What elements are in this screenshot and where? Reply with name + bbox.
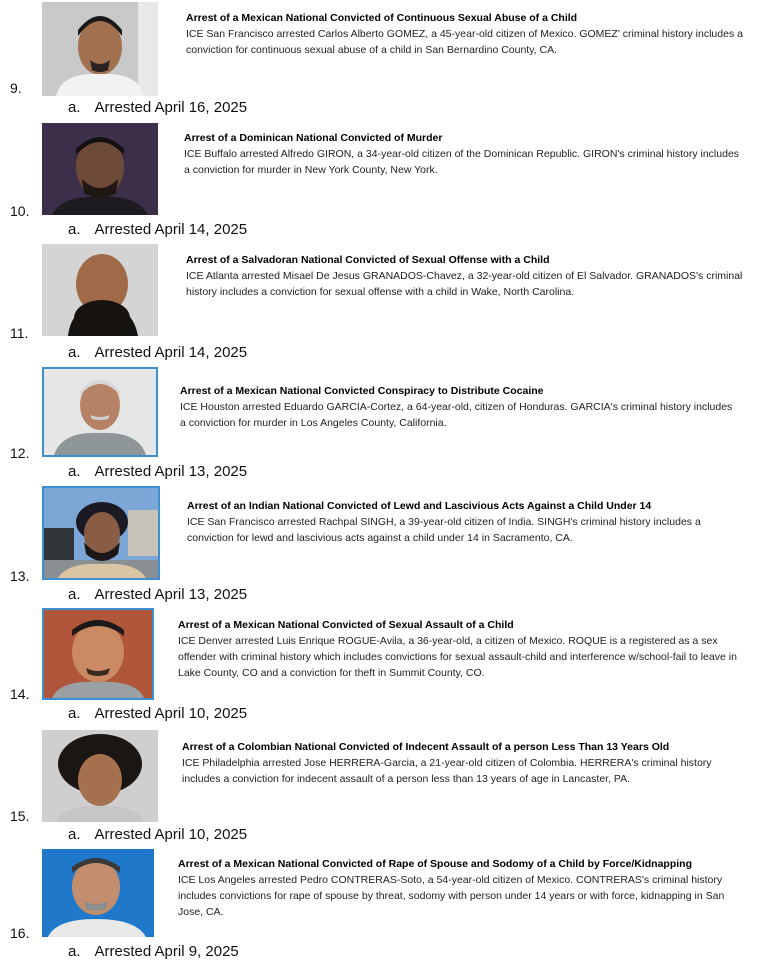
mugshot-image: [42, 2, 158, 96]
entry-body: ICE Houston arrested Eduardo GARCIA-Cortez, a 64-year-old, citizen of Honduras. GARCIA's criminal history includes a conviction for murder in Los Angeles County, California.: [180, 401, 733, 429]
arrest-date: Arrested April 10, 2025: [94, 826, 248, 843]
entry-text: [178, 617, 738, 681]
arrest-date-line: [68, 344, 247, 361]
entry-body: ICE Atlanta arrested Misael De Jesus GRANADOS-Chavez, a 32-year-old citizen of El Salvador. GRANADOS's criminal history includes a conviction for sexual offense with a child in Wake, North Carolina.: [186, 270, 743, 298]
arrest-list-letter: a.: [68, 705, 81, 722]
entry-number: 13.: [10, 568, 30, 584]
entry-body: ICE Denver arrested Luis Enrique ROGUE-Avila, a 36-year-old, a citizen of Mexico. ROQUE is a registered as a sex offender with criminal history which includes convictions for sexual assault-child and interference w/school-fail to leave in Lake County, CO and a conviction for theft in Summit County, CO.: [178, 635, 737, 679]
mugshot-photo: [42, 123, 158, 215]
entry-headline: Arrest of a Dominican National Convicted of Murder: [184, 132, 443, 144]
mugshot-image: [44, 369, 156, 455]
entry-text: [184, 130, 744, 178]
entry-number: 9.: [10, 80, 22, 96]
entry-text: [182, 739, 742, 787]
mugshot-photo: [42, 244, 158, 336]
arrest-date-line: [68, 99, 247, 116]
mugshot-photo: [42, 608, 154, 700]
entry-headline: Arrest of a Mexican National Convicted of Rape of Spouse and Sodomy of a Child by Force/Kidnapping: [178, 858, 692, 870]
entry-number: 12.: [10, 445, 30, 461]
arrest-list-letter: a.: [68, 586, 81, 603]
arrest-date-line: [68, 943, 239, 960]
entry-headline: Arrest of a Mexican National Convicted of Sexual Assault of a Child: [178, 619, 514, 631]
arrest-date: Arrested April 10, 2025: [94, 705, 248, 722]
entry-text: [180, 383, 740, 431]
entry-headline: Arrest of a Mexican National Convicted Conspiracy to Distribute Cocaine: [180, 385, 544, 397]
entry-text: [178, 856, 738, 920]
mugshot-photo: [42, 730, 158, 822]
entry-number: 15.: [10, 808, 30, 824]
entry-headline: Arrest of a Salvadoran National Convicted of Sexual Offense with a Child: [186, 254, 550, 266]
arrest-list-letter: a.: [68, 826, 81, 843]
arrest-date: Arrested April 14, 2025: [94, 221, 248, 238]
mugshot-image: [42, 244, 158, 336]
entry-text: [186, 252, 746, 300]
arrest-date: Arrested April 13, 2025: [94, 463, 248, 480]
arrest-date-line: [68, 705, 247, 722]
mugshot-image: [42, 123, 158, 215]
arrest-date: Arrested April 9, 2025: [94, 943, 239, 960]
entry-body: ICE San Francisco arrested Carlos Alberto GOMEZ, a 45-year-old citizen of Mexico. GOMEZ' criminal history includes a conviction for continuous sexual abuse of a child in San Bernardino County, CA.: [186, 28, 743, 56]
entry-headline: Arrest of an Indian National Convicted of Lewd and Lascivious Acts Against a Child Under 14: [187, 500, 652, 512]
entry-number: 14.: [10, 686, 30, 702]
entry-number: 10.: [10, 203, 30, 219]
mugshot-image: [44, 488, 158, 578]
entry-headline: Arrest of a Colombian National Convicted of Indecent Assault of a person Less Than 13 Years Old: [182, 741, 670, 753]
entry-body: ICE Buffalo arrested Alfredo GIRON, a 34-year-old citizen of the Dominican Republic. GIRON's criminal history includes a conviction for murder in New York County, New York.: [184, 148, 740, 176]
entry-headline: Arrest of a Mexican National Convicted of Continuous Sexual Abuse of a Child: [186, 12, 578, 24]
arrest-list-letter: a.: [68, 344, 81, 361]
arrest-date-line: [68, 221, 247, 238]
arrest-date-line: [68, 463, 247, 480]
entry-number: 16.: [10, 925, 30, 941]
arrest-date: Arrested April 13, 2025: [94, 586, 248, 603]
entry-body: ICE Los Angeles arrested Pedro CONTRERAS-Soto, a 54-year-old citizen of Mexico. CONTRERAS's criminal history includes convictions for rape of spouse by threat, sodomy with person under 14 years or with force, kidnapping in San Jose, CA.: [178, 874, 725, 918]
arrest-list-letter: a.: [68, 943, 81, 960]
arrest-list-letter: a.: [68, 463, 81, 480]
arrest-date-line: [68, 586, 247, 603]
mugshot-photo: [42, 367, 158, 457]
mugshot-photo: [42, 2, 158, 96]
mugshot-image: [44, 610, 152, 698]
mugshot-image: [42, 730, 158, 822]
mugshot-photo: [42, 849, 154, 937]
arrest-list-letter: a.: [68, 221, 81, 238]
entry-text: [187, 498, 747, 546]
mugshot-photo: [42, 486, 160, 580]
arrest-date: Arrested April 14, 2025: [94, 344, 248, 361]
mugshot-image: [42, 849, 154, 937]
entry-text: [186, 10, 746, 58]
entry-body: ICE San Francisco arrested Rachpal SINGH, a 39-year-old citizen of India. SINGH's criminal history includes a conviction for lewd and lascivious acts against a child under 14 in Sacramento, CA.: [187, 516, 701, 544]
entry-body: ICE Philadelphia arrested Jose HERRERA-Garcia, a 21-year-old citizen of Colombia. HERRERA's criminal history includes a conviction for indecent assault of a person less than 13 years of age in Lancaster, PA.: [182, 757, 712, 785]
arrest-date-line: [68, 826, 247, 843]
arrest-date: Arrested April 16, 2025: [94, 99, 248, 116]
entry-number: 11.: [10, 325, 29, 341]
arrest-list-letter: a.: [68, 99, 81, 116]
